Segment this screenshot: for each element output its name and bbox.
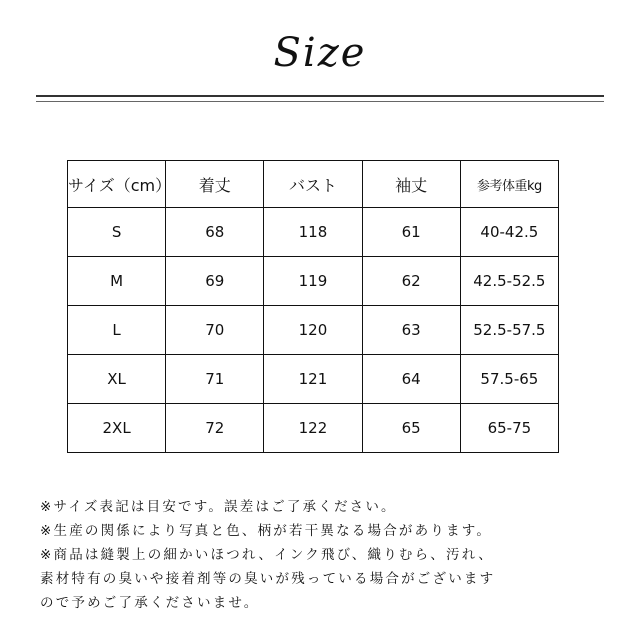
table-row (68, 355, 559, 404)
cell-size: XL (68, 355, 166, 404)
cell-size: 2XL (68, 404, 166, 453)
size-table (67, 160, 559, 453)
cell-bust: 121 (264, 355, 362, 404)
cell-length: 71 (166, 355, 264, 404)
table-header-row (68, 161, 559, 208)
page-title: Size (273, 30, 367, 76)
cell-weight: 40-42.5 (460, 208, 558, 257)
table-row (68, 404, 559, 453)
header-sleeve: 袖丈 (362, 161, 460, 208)
header-weight: 参考体重kg (460, 161, 558, 208)
cell-weight: 57.5-65 (460, 355, 558, 404)
title-divider-top (36, 95, 604, 97)
cell-bust: 118 (264, 208, 362, 257)
header-bust: バスト (264, 161, 362, 208)
cell-sleeve: 63 (362, 306, 460, 355)
cell-size: S (68, 208, 166, 257)
cell-sleeve: 65 (362, 404, 460, 453)
cell-size: M (68, 257, 166, 306)
note-line: ※サイズ表記は目安です。誤差はご了承ください。 (40, 499, 397, 515)
cell-bust: 119 (264, 257, 362, 306)
table-row (68, 306, 559, 355)
table-row (68, 257, 559, 306)
header-size: サイズ（cm） (68, 161, 166, 208)
header-length: 着丈 (166, 161, 264, 208)
cell-bust: 120 (264, 306, 362, 355)
cell-sleeve: 62 (362, 257, 460, 306)
notes-block (40, 495, 620, 615)
cell-bust: 122 (264, 404, 362, 453)
cell-weight: 65-75 (460, 404, 558, 453)
table-row (68, 208, 559, 257)
cell-length: 72 (166, 404, 264, 453)
cell-length: 69 (166, 257, 264, 306)
cell-sleeve: 64 (362, 355, 460, 404)
note-line: ので予めご了承くださいませ。 (40, 595, 260, 611)
note-line: ※商品は縫製上の細かいほつれ、インク飛び、織りむら、汚れ、 (40, 547, 494, 563)
cell-length: 68 (166, 208, 264, 257)
cell-sleeve: 61 (362, 208, 460, 257)
cell-weight: 42.5-52.5 (460, 257, 558, 306)
cell-size: L (68, 306, 166, 355)
title-divider-bottom (36, 101, 604, 102)
note-line: ※生産の関係により写真と色、柄が若干異なる場合があります。 (40, 523, 493, 539)
cell-weight: 52.5-57.5 (460, 306, 558, 355)
note-line: 素材特有の臭いや接着剤等の臭いが残っている場合がございます (40, 571, 496, 587)
cell-length: 70 (166, 306, 264, 355)
